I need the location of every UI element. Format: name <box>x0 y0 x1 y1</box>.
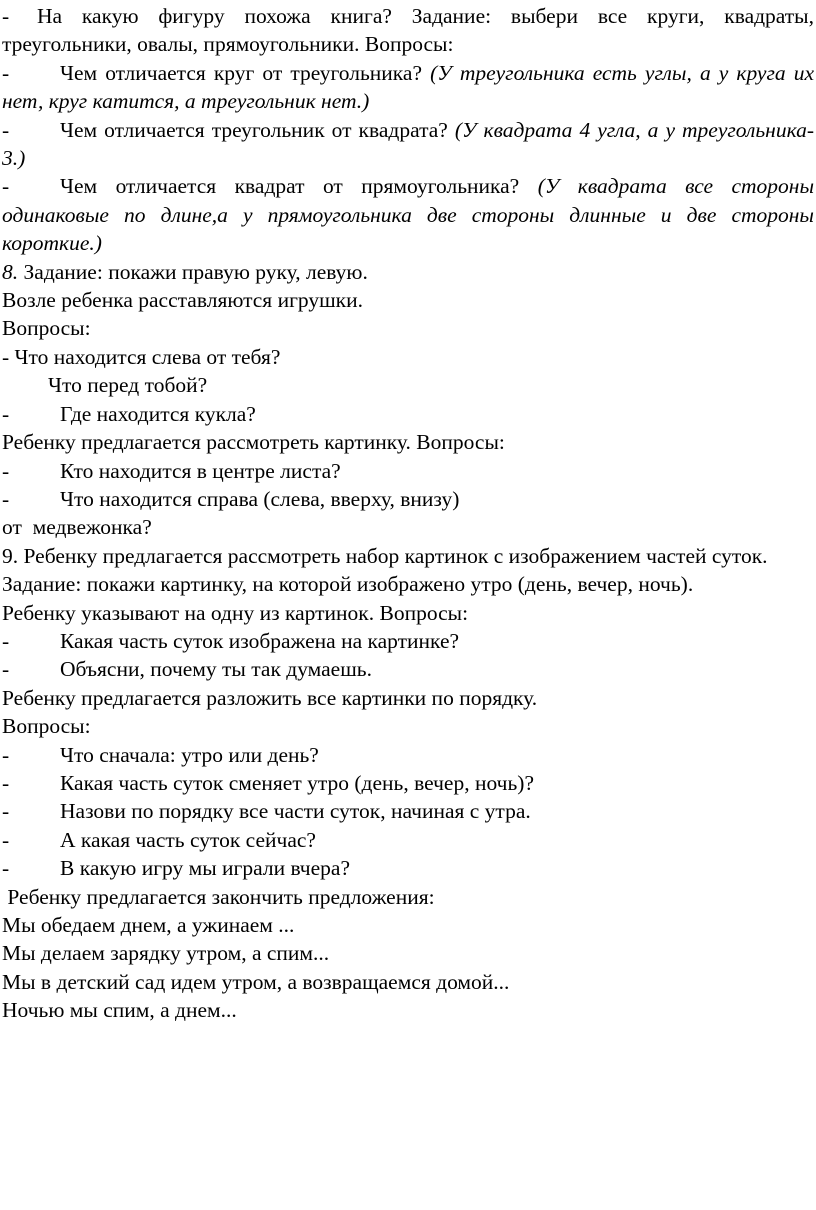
paragraph-questions-label-2: Вопросы: <box>2 714 91 739</box>
paragraph-questions-label: Вопросы: <box>2 316 91 341</box>
sentence-night: Ночью мы спим, а днем... <box>2 998 237 1023</box>
answer-text: (У треугольника есть углы, а у круга их нет, круг катится, а треугольник нет.) <box>2 60 814 114</box>
question-text: А какая часть суток сейчас? <box>60 827 316 852</box>
question-yesterday <box>2 854 814 882</box>
question-text: Назови по порядку все части суток, начиная с утра. <box>60 799 531 824</box>
task-text: Задание: покажи правую руку, левую. <box>23 259 368 284</box>
question-right <box>2 485 814 513</box>
question-center <box>2 457 814 485</box>
question-text: Чем отличается круг от треугольника? <box>60 60 423 85</box>
question-text: Что находится справа (слева, вверху, внизу) <box>60 486 460 511</box>
question-text: В какую игру мы играли вчера? <box>60 856 350 881</box>
list-dash: - <box>2 486 10 511</box>
question-left: - Что находится слева от тебя? <box>2 344 281 369</box>
list-dash: - <box>2 174 10 199</box>
list-dash: - <box>2 60 10 85</box>
question-right-cont: от медвежонка? <box>2 515 152 540</box>
question-doll <box>2 400 814 428</box>
list-dash: - <box>2 770 10 795</box>
list-dash: - <box>2 742 10 767</box>
list-dash: - <box>2 827 10 852</box>
paragraph-picture: Ребенку предлагается рассмотреть картинку. Вопросы: <box>2 430 505 455</box>
sentence-kindergarten: Мы в детский сад идем утром, а возвращаемся домой... <box>2 969 510 994</box>
list-dash: - <box>2 401 10 426</box>
question-replaces <box>2 769 814 797</box>
paragraph-order: Ребенку предлагается разложить все картинки по порядку. <box>2 685 538 710</box>
question-text: Какая часть суток изображена на картинке? <box>60 628 460 653</box>
question-text: Где находится кукла? <box>60 401 256 426</box>
list-dash: - <box>2 856 10 881</box>
paragraph-text: На какую фигуру похожа книга? Задание: выбери все круги, квадраты, треугольники, овалы, прямоугольники. Вопросы: <box>2 4 814 57</box>
list-dash: - <box>2 628 10 653</box>
question-now <box>2 826 814 854</box>
list-dash: - <box>2 657 10 682</box>
answer-text: (У квадрата 4 угла, а у треугольника- 3.) <box>2 117 815 171</box>
list-dash: - <box>2 799 10 824</box>
question-text: Кто находится в центре листа? <box>60 458 341 483</box>
question-text: Чем отличается треугольник от квадрата? <box>60 117 448 142</box>
question-triangle-square <box>2 116 814 173</box>
question-explain <box>2 655 814 683</box>
sentence-exercise: Мы делаем зарядку утром, а спим... <box>2 941 330 966</box>
question-front: Что перед тобой? <box>48 373 208 398</box>
task-8 <box>2 258 814 286</box>
paragraph-show-picture: Задание: покажи картинку, на которой изображено утро (день, вечер, ночь). <box>2 572 694 597</box>
paragraph-toys: Возле ребенка расставляются игрушки. <box>2 288 363 313</box>
answer-text: (У квадрата все стороны одинаковые по длине,а у прямоугольника две стороны длинные и две стороны короткие.) <box>2 174 815 256</box>
question-first <box>2 741 814 769</box>
question-circle-triangle <box>2 59 814 116</box>
list-dash: - <box>2 458 10 483</box>
question-name-order <box>2 797 814 825</box>
question-text: Что сначала: утро или день? <box>60 742 319 767</box>
question-text: Объясни, почему ты так думаешь. <box>60 657 372 682</box>
list-dash: - <box>2 4 10 28</box>
task-number: 8. <box>2 259 19 284</box>
list-dash: - <box>2 117 10 142</box>
question-text: Какая часть суток сменяет утро (день, вечер, ночь)? <box>60 770 534 795</box>
paragraph-finish-sentences: Ребенку предлагается закончить предложения: <box>2 884 435 909</box>
question-daypart <box>2 627 814 655</box>
question-text: Чем отличается квадрат от прямоугольника? <box>60 174 520 199</box>
paragraph-point-picture: Ребенку указывают на одну из картинок. Вопросы: <box>2 600 469 625</box>
task-9: 9. Ребенку предлагается рассмотреть набор картинок с изображением частей суток. <box>2 543 768 568</box>
sentence-dinner: Мы обедаем днем, а ужинаем ... <box>2 913 295 937</box>
question-square-rectangle <box>2 172 814 257</box>
paragraph-shapes-task <box>2 2 814 59</box>
